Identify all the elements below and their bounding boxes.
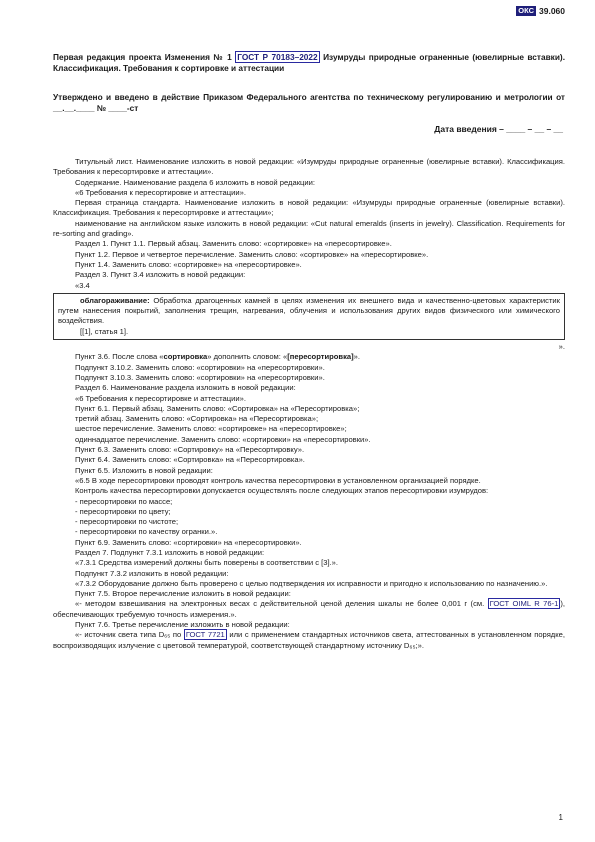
approval-statement: Утверждено и введено в действие Приказом Федерального агентства по техническому регулированию и метрологии от __.__.____ № ____-ст	[53, 92, 565, 113]
paragraph: «7.3.1 Средства измерений должны быть поверены в соответствии с [3].».	[75, 558, 338, 568]
paragraph: Пункт 6.5. Изложить в новой редакции:	[75, 465, 213, 475]
paragraph: Пункт 1.2. Первое и четвертое перечисление. Заменить слово: «сортировке» на «пересортировке».	[75, 249, 429, 259]
gost-reference-link[interactable]: ГОСТ Р 70183–2022	[237, 52, 318, 62]
list-item: - пересортировки по чистоте;	[75, 517, 179, 527]
gost-7721-link[interactable]: ГОСТ 7721	[185, 630, 225, 640]
term: облагораживание:	[80, 295, 150, 305]
paragraph: Подпункт 3.10.2. Заменить слово: «сортировки» на «пересортировки».	[75, 362, 325, 372]
page-number: 1	[558, 813, 563, 822]
paragraph: Пункт 6.3. Заменить слово: «Сортировку» на «Пересортировку».	[75, 445, 305, 455]
paragraph: шестое перечисление. Заменить слово: «сортировке» на «пересортировке»;	[75, 424, 347, 434]
okc-code	[516, 6, 565, 16]
paragraph: Пункт 1.4. Заменить слово: «сортировке» на «пересортировке».	[75, 259, 302, 269]
paragraph: Подпункт 7.3.2 изложить в новой редакции:	[75, 568, 229, 578]
paragraph: «3.4	[75, 280, 90, 290]
term-reference: [[1], статья 1].	[80, 326, 129, 336]
quote-close: ».	[558, 342, 565, 352]
paragraph: Раздел 3. Пункт 3.4 изложить в новой редакции:	[75, 270, 246, 280]
paragraph: «6 Требования к пересортировке и аттестации».	[75, 187, 246, 197]
paragraph: третий абзац. Заменить слово: «Сортировка» на «Пересортировка»;	[75, 414, 319, 424]
paragraph: Контроль качества пересортировки допускается осуществлять после следующих этапов пересортировки изумрудов:	[75, 486, 489, 496]
paragraph: одиннадцатое перечисление. Заменить слово: «сортировки» на «пересортировки».	[75, 434, 371, 444]
paragraph: Раздел 1. Пункт 1.1. Первый абзац. Заменить слово: «сортировке» на «пересортировке».	[75, 239, 392, 249]
okc-label: ОКС	[518, 6, 534, 15]
paragraph: Раздел 6. Наименование раздела изложить в новой редакции:	[75, 383, 296, 393]
paragraph: «7.3.2 Оборудование должно быть проверено с целью подтверждения их исправности и пригодно к использованию по назначению.».	[75, 578, 548, 588]
date-of-introduction: Дата введения – ____ – __ – __	[434, 124, 563, 134]
paragraph: Пункт 7.6. Третье перечисление изложить в новой редакции:	[75, 620, 290, 630]
okc-number: 39.060	[539, 6, 565, 16]
paragraph: Содержание. Наименование раздела 6 изложить в новой редакции:	[75, 177, 315, 187]
paragraph: Подпункт 3.10.3. Заменить слово: «сортировки» на «пересортировки».	[75, 372, 325, 382]
paragraph: Раздел 7. Подпункт 7.3.1 изложить в новой редакции:	[75, 547, 265, 557]
paragraph: Первая страница стандарта. Наименование изложить в новой редакции: «Изумруды природные ограненные (ювелирные вставки). Классификация. Требования к пересортировке и аттестации»;	[53, 198, 565, 218]
term-definition: облагораживание: Обработка драгоценных камней в целях изменения их внешнего вида и качественно-цветовых характеристик путем нанесения покрытий, заполнения трещин, нагревания, облучения и использования других видов физического или химического воздействия.	[58, 295, 560, 326]
list-item: - пересортировки по массе;	[75, 496, 173, 506]
paragraph: Титульный лист. Наименование изложить в новой редакции: «Изумруды природные ограненные (ювелирные вставки). Классификация. Требования к пересортировке и аттестации».	[53, 157, 565, 177]
paragraph: Пункт 6.1. Первый абзац. Заменить слово: «Сортировка» на «Пересортировка»;	[75, 403, 360, 413]
amendment-body	[53, 157, 565, 651]
gost-oiml-link[interactable]: ГОСТ OIML R 76-1	[489, 599, 559, 609]
paragraph: наименование на английском языке изложить в новой редакции: «Cut natural emeralds (inserts in jewelry). Classification. Requirements for re-sorting and grading».	[53, 218, 565, 239]
paragraph: Пункт 6.4. Заменить слово: «Сортировка» на «Пересортировка».	[75, 455, 305, 465]
paragraph: Пункт 3.6. После слова «сортировка» дополнить словом: «[пересортировка]».	[75, 352, 360, 362]
term-definition-box	[53, 293, 565, 340]
paragraph: «6 Требования к пересортировке и аттестации».	[75, 393, 246, 403]
list-item: - пересортировки по цвету;	[75, 506, 171, 516]
paragraph: «- методом взвешивания на электронных весах с действительной ценой деления шкалы не более 0,001 г (см. ГОСТ OIML R 76-1 ), обеспечивающих требуемую точность измерения.».	[53, 599, 565, 619]
list-item: - пересортировки по качеству огранки.».	[75, 527, 218, 537]
paragraph: Пункт 7.5. Второе перечисление изложить в новой редакции:	[75, 589, 291, 599]
document-title: Первая редакция проекта Изменения № 1 ГОСТ Р 70183–2022 Изумруды природные ограненные (ювелирные вставки). Классификация. Требования к сортировке и аттестации	[53, 52, 565, 73]
paragraph: Пункт 6.9. Заменить слово: «сортировки» на «пересортировки».	[75, 537, 302, 547]
paragraph: «- источник света типа D₆₅ по ГОСТ 7721 или с применением стандартных источников света, аттестованных в установленном порядке, воспроизводящих излучение с цветовой температурой, соответствующей стандартному источнику D₆₅;».	[53, 630, 565, 650]
paragraph: «6.5 В ходе пересортировки проводят контроль качества пересортировки в установленном организацией порядке.	[75, 475, 481, 485]
